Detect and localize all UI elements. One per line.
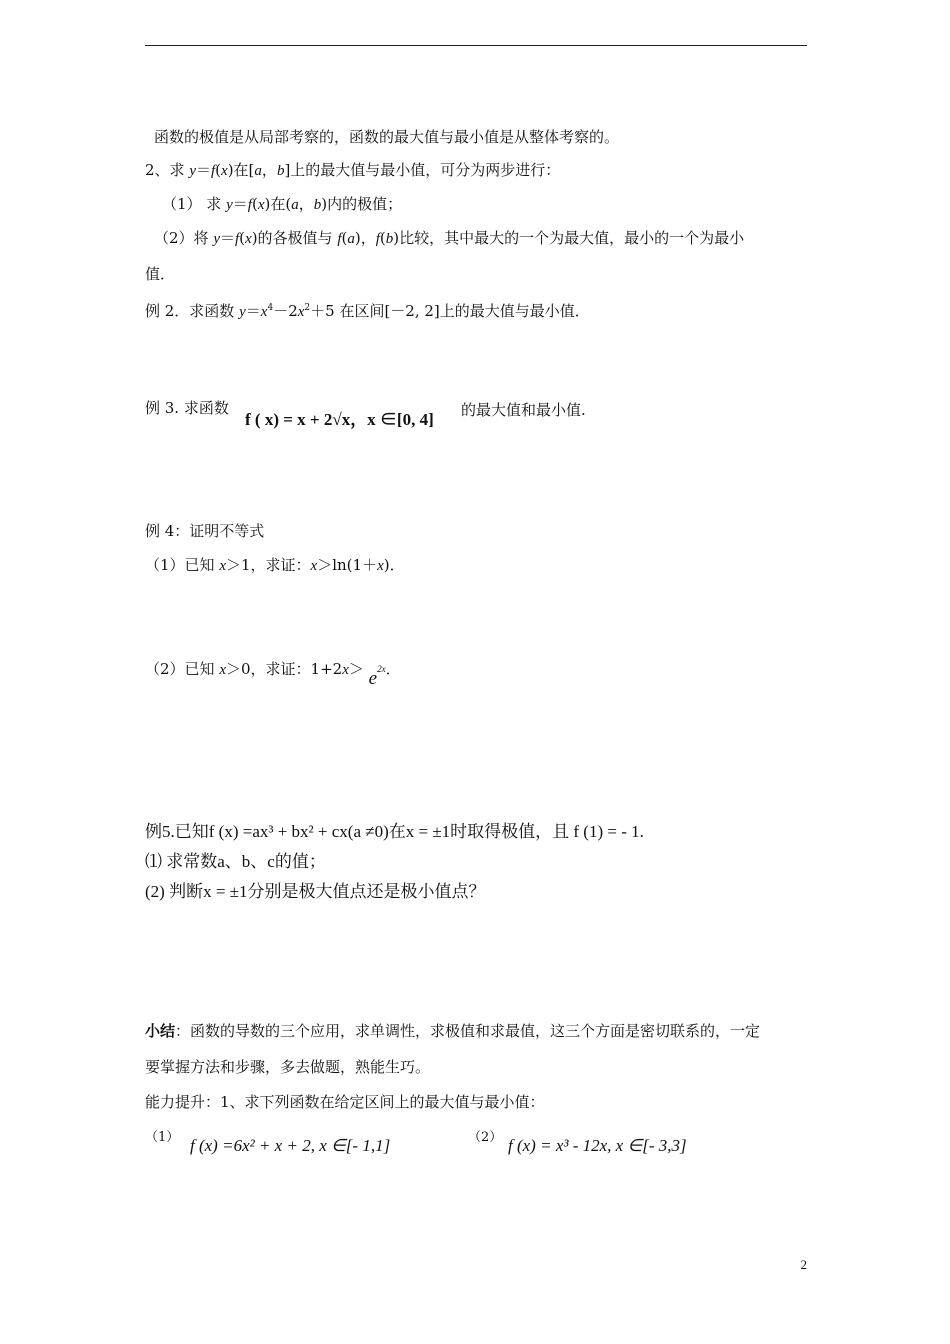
example-3-label: 例 3. 求函数: [145, 399, 229, 417]
text-line-4: （2）将 y＝f(x)的各极值与 f(a)，f(b)比较，其中最大的一个为最大值，最小的一个为最小: [154, 229, 745, 247]
header-rule: [145, 45, 807, 46]
text-line-3: （1） 求 y＝f(x)在(a，b)内的极值；: [162, 195, 403, 213]
summary-line-2: 要掌握方法和步骤，多去做题，熟能生巧。: [145, 1058, 431, 1076]
ability-1-label: （1）: [145, 1130, 180, 1145]
summary-line-1: 小结：函数的导数的三个应用，求单调性，求极值和求最值，这三个方面是密切联系的，一定: [145, 1022, 761, 1040]
example-3-tail: 的最大值和最小值.: [461, 401, 586, 419]
text-line-2: 2、求 y＝f(x)在[a，b]上的最大值与最小值，可分为两步进行：: [145, 161, 561, 179]
text-line-1: 函数的极值是从局部考察的，函数的最大值与最小值是从整体考察的。: [154, 128, 620, 146]
example-4-title: 例 4：证明不等式: [145, 522, 265, 540]
example-5-statement: 例5.已知f (x) =ax³ + bx² + cx(a ≠0)在x = ±1时取得极值，且 f (1) = - 1.: [145, 822, 644, 841]
example-4-part-1: （1）已知 x＞1，求证：x＞ln(1＋x)．: [145, 556, 405, 574]
text-line-5: 值．: [145, 265, 176, 283]
example-5-part-2: (2) 判断x = ±1分别是极大值点还是极小值点？: [145, 882, 486, 901]
ability-title: 能力提升：1、求下列函数在给定区间上的最大值与最小值：: [145, 1093, 545, 1111]
example-3-formula: f ( x) = x + 2√x，x ∈[0, 4]: [245, 410, 434, 429]
example-5-part-1: ⑴ 求常数a、b、c的值；: [145, 852, 326, 871]
page-number: 2: [800, 1257, 807, 1272]
example-2: 例 2．求函数 $y=x^4-2x^2+5$ 在区间[－2, 2]上的最大值与最小值．: [145, 302, 590, 320]
ability-2-label: （2）: [468, 1130, 503, 1145]
example-4-part-2: （2）已知 x＞0，求证：1+2x＞ e2x．: [145, 660, 401, 689]
ability-1-formula: f (x) =6x² + x + 2, x ∈[- 1,1]: [190, 1136, 391, 1155]
ability-2-formula: f (x) = x³ - 12x, x ∈[- 3,3]: [508, 1136, 687, 1155]
